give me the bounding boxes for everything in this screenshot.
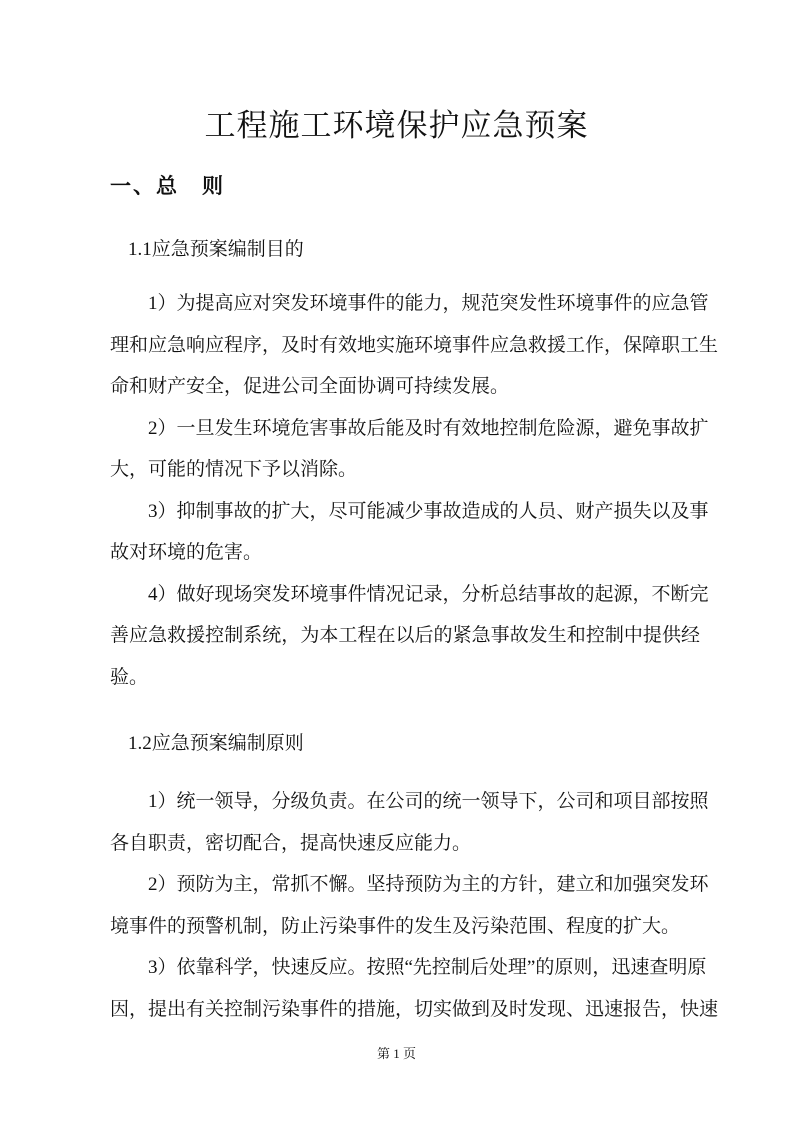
subsection-heading-1-2: 1.2应急预案编制原则 [128, 733, 304, 754]
paragraph-line: 因，提出有关控制污染事件的措施，切实做到及时发现、迅速报告，快速 [110, 998, 719, 1020]
paragraph-line: 大，可能的情况下予以消除。 [110, 459, 358, 480]
paragraph-line: 2）一旦发生环境危害事故后能及时有效地控制危险源，避免事故扩 [148, 417, 709, 439]
paragraph-line: 1）为提高应对突发环境事件的能力，规范突发性环境事件的应急管 [148, 293, 709, 314]
paragraph-line: 3）依靠科学，快速反应。按照“先控制后处理”的原则，迅速查明原 [148, 957, 707, 978]
paragraph-line: 理和应急响应程序，及时有效地实施环境事件应急救援工作，保障职工生 [110, 334, 719, 356]
paragraph-line: 命和财产安全，促进公司全面协调可持续发展。 [110, 376, 510, 397]
page-number: 第 1 页 [376, 1046, 416, 1061]
section-heading: 一、总 则 [110, 174, 225, 198]
subsection-heading-1-1: 1.1应急预案编制目的 [128, 239, 304, 260]
paragraph-line: 4）做好现场突发环境事件情况记录，分析总结事故的起源，不断完 [148, 583, 709, 605]
paragraph-line: 2）预防为主，常抓不懈。坚持预防为主的方针，建立和加强突发环 [148, 874, 709, 895]
document-title: 工程施工环境保护应急预案 [204, 108, 589, 143]
paragraph-line: 各自职责，密切配合，提高快速反应能力。 [110, 832, 472, 854]
paragraph-line: 故对环境的危害。 [110, 542, 263, 563]
paragraph-line: 1）统一领导，分级负责。在公司的统一领导下，公司和项目部按照 [148, 791, 709, 812]
paragraph-line: 验。 [110, 666, 149, 688]
paragraph-line: 境事件的预警机制，防止污染事件的发生及污染范围、程度的扩大。 [110, 915, 681, 937]
paragraph-line: 善应急救援控制系统，为本工程在以后的紧急事故发生和控制中提供经 [110, 625, 700, 646]
paragraph-line: 3）抑制事故的扩大，尽可能减少事故造成的人员、财产损失以及事 [148, 500, 709, 522]
